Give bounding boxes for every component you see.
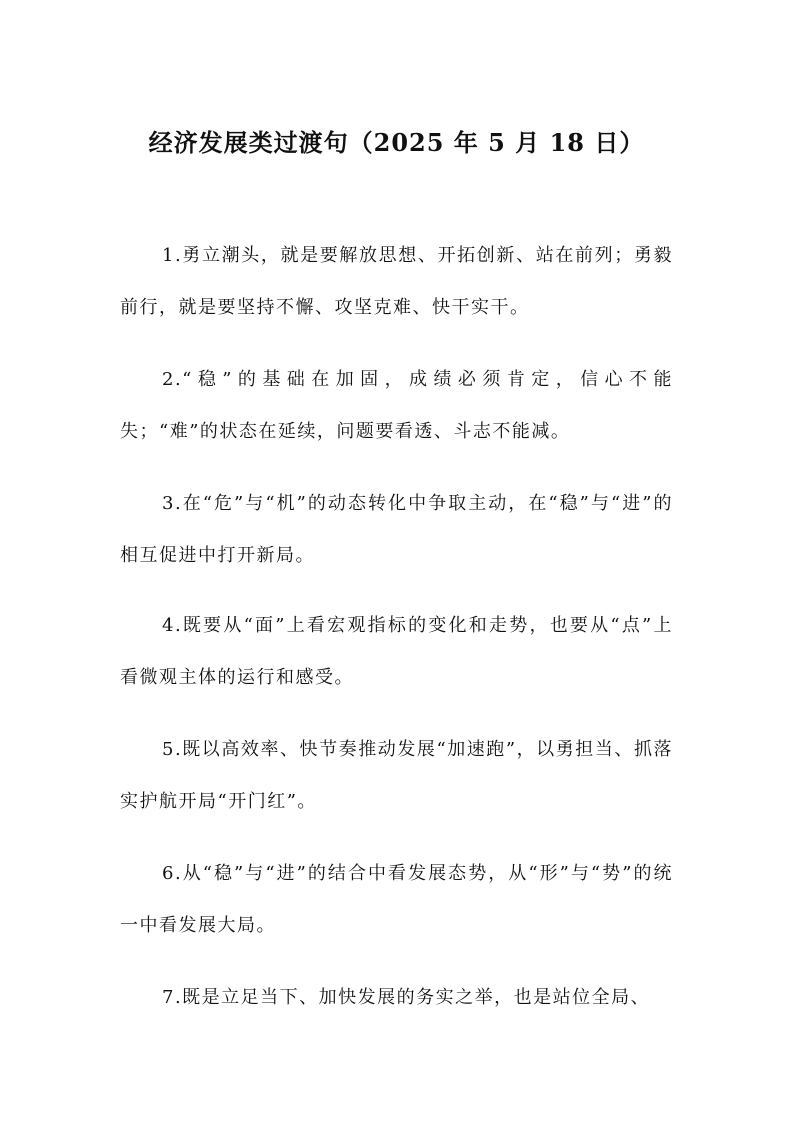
paragraph-2: 2.“稳”的基础在加固，成绩必须肯定，信心不能失；“难”的状态在延续，问题要看透、斗志不能减。 xyxy=(120,369,673,442)
paragraph-1: 1.勇立潮头，就是要解放思想、开拓创新、站在前列；勇毅前行，就是要坚持不懈、攻坚克难、快干实干。 xyxy=(120,245,673,318)
paragraph-7: 7.既是立足当下、加快发展的务实之举，也是站位全局、 xyxy=(162,987,651,1008)
document-title: 经济发展类过渡句（2025 年 5 月 18 日） xyxy=(148,128,645,157)
paragraph-5: 5.既以高效率、快节奏推动发展“加速跑”，以勇担当、抓落实护航开局“开门红”。 xyxy=(120,739,673,812)
paragraph-3: 3.在“危”与“机”的动态转化中争取主动，在“稳”与“进”的相互促进中打开新局。 xyxy=(120,493,673,566)
paragraph-4: 4.既要从“面”上看宏观指标的变化和走势，也要从“点”上看微观主体的运行和感受。 xyxy=(120,615,673,688)
paragraph-6: 6.从“稳”与“进”的结合中看发展态势，从“形”与“势”的统一中看发展大局。 xyxy=(120,863,673,936)
